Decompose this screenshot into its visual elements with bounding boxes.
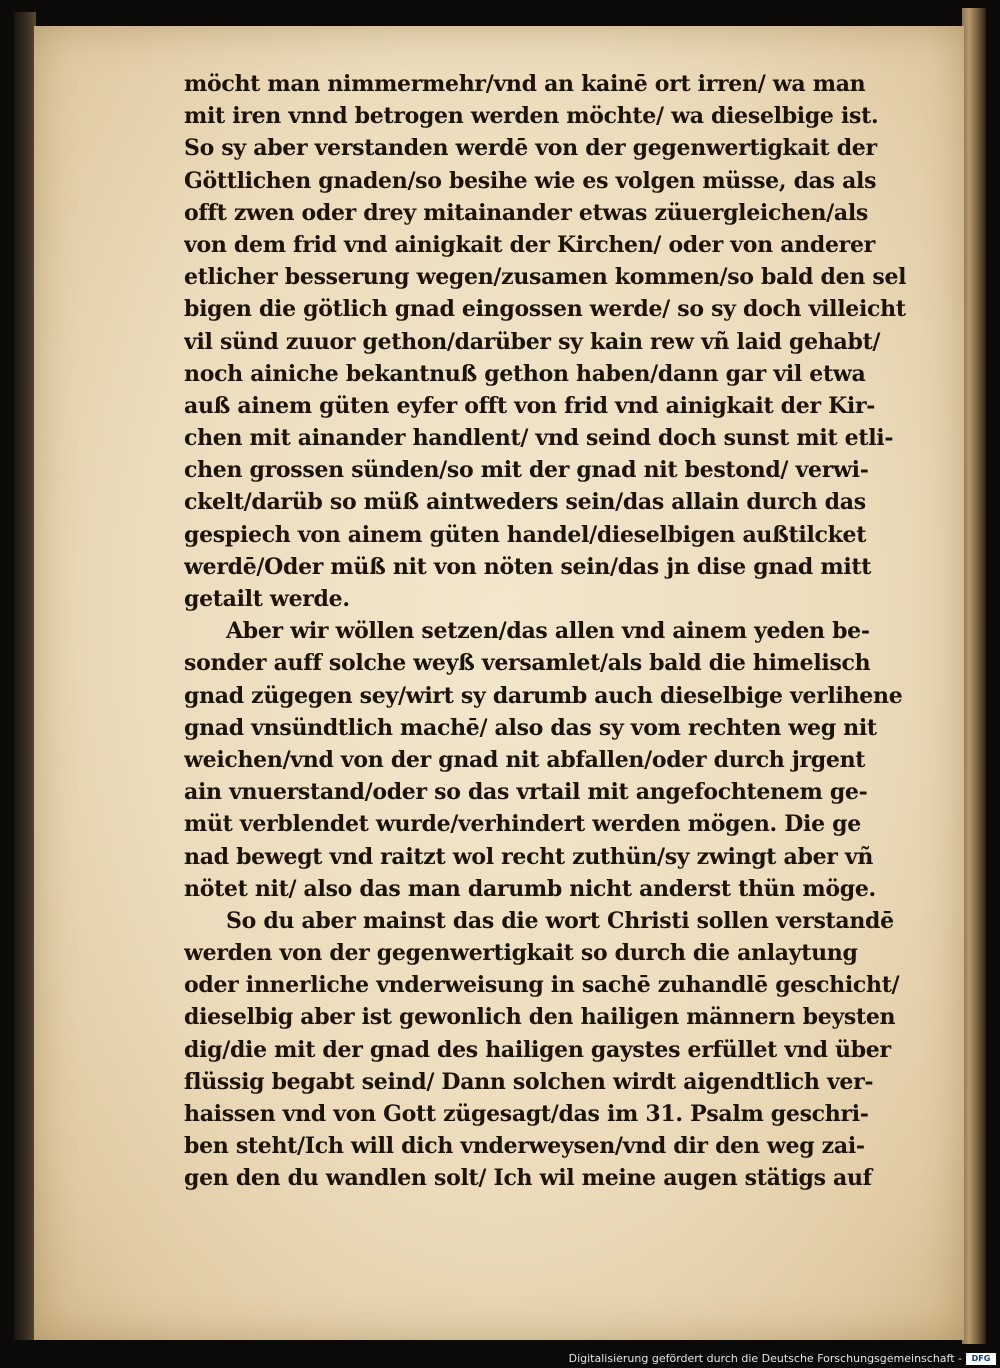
text-line: werden von der gegenwertigkait so durch die anlaytung [184,940,858,967]
text-line: nötet nit/ also das man darumb nicht anderst thün möge. [184,875,876,902]
text-line: bigen die götlich gnad eingossen werde/ so sy doch villeicht [184,296,906,323]
text-line: dieselbig aber ist gewonlich den hailigen männern beysten [184,1004,896,1031]
text-line: noch ainiche bekantnuß gethon haben/dann gar vil etwa [184,360,866,387]
text-line: Göttlichen gnaden/so besihe wie es volgen müsse, das als [184,167,877,194]
text-line: ckelt/darüb so müß aintweders sein/das allain durch das [184,489,866,516]
text-line: von dem frid vnd ainigkait der Kirchen/ oder von anderer [184,231,875,258]
book-page-edges [962,8,986,1344]
text-line: flüssig begabt seind/ Dann solchen wirdt aigendtlich ver- [184,1068,874,1095]
text-line: offt zwen oder drey mitainander etwas züuergleichen/als [184,199,868,226]
text-line: oder innerliche vnderweisung in sachē zuhandlē geschicht/ [184,972,900,999]
text-line: ben steht/Ich will dich vnderweysen/vnd dir den weg zai- [184,1133,865,1160]
text-line: So du aber mainst das die wort Christi sollen verstandē [226,907,894,934]
footer-bar [0,1350,1000,1368]
text-line: gnad zügegen sey/wirt sy darumb auch dieselbige verlihene [184,682,903,709]
text-line: ain vnuerstand/oder so das vrtail mit angefochtenem ge- [184,779,868,806]
text-line: getailt werde. [184,586,350,612]
text-line: dig/die mit der gnad des hailigen gaystes erfüllet vnd über [184,1036,891,1063]
page-text-block [184,68,944,1195]
text-line: chen mit ainander handlent/ vnd seind doch sunst mit etli- [184,425,894,452]
funding-credit: Digitalisierung gefördert durch die Deutsche Forschungsgemeinschaft - [568,1352,962,1365]
book-spine-edge [14,12,36,1340]
text-line: auß ainem güten eyfer offt von frid vnd ainigkait der Kir- [184,392,876,419]
text-line: gespiech von ainem güten handel/dieselbigen außtilcket [184,521,867,548]
text-line: gnad vnsündtlich machē/ also das sy vom rechten weg nit [184,714,877,741]
text-line: müt verblendet wurde/verhindert werden mögen. Die ge [184,811,861,838]
text-line: So sy aber verstanden werdē von der gegenwertigkait der [184,135,877,162]
text-line: sonder auff solche weyß versamlet/als bald die himelisch [184,650,871,677]
text-line: möcht man nimmermehr/vnd an kainē ort irren/ wa man [184,71,866,97]
text-line: Aber wir wöllen setzen/das allen vnd ainem yeden be- [226,618,870,645]
text-line: nad bewegt vnd raitzt wol recht zuthün/sy zwingt aber vñ [184,843,874,870]
text-line: haissen vnd von Gott zügesagt/das im 31. Psalm geschri- [184,1101,869,1127]
text-line: vil sünd zuuor gethon/darüber sy kain rew vñ laid gehabt/ [184,328,881,355]
text-line: weichen/vnd von der gnad nit abfallen/oder durch jrgent [184,746,866,773]
text-line: mit iren vnnd betrogen werden möchte/ wa dieselbige ist. [184,103,879,130]
scanned-page [34,26,964,1340]
text-line: etlicher besserung wegen/zusamen kommen/so bald den sel [184,264,907,291]
text-line: gen den du wandlen solt/ Ich wil meine augen stätigs auf [184,1165,872,1192]
dfg-logo-icon: DFG [966,1353,996,1365]
text-line: chen grossen sünden/so mit der gnad nit bestond/ verwi- [184,457,869,484]
text-line: werdē/Oder müß nit von nöten sein/das jn dise gnad mitt [184,553,872,580]
